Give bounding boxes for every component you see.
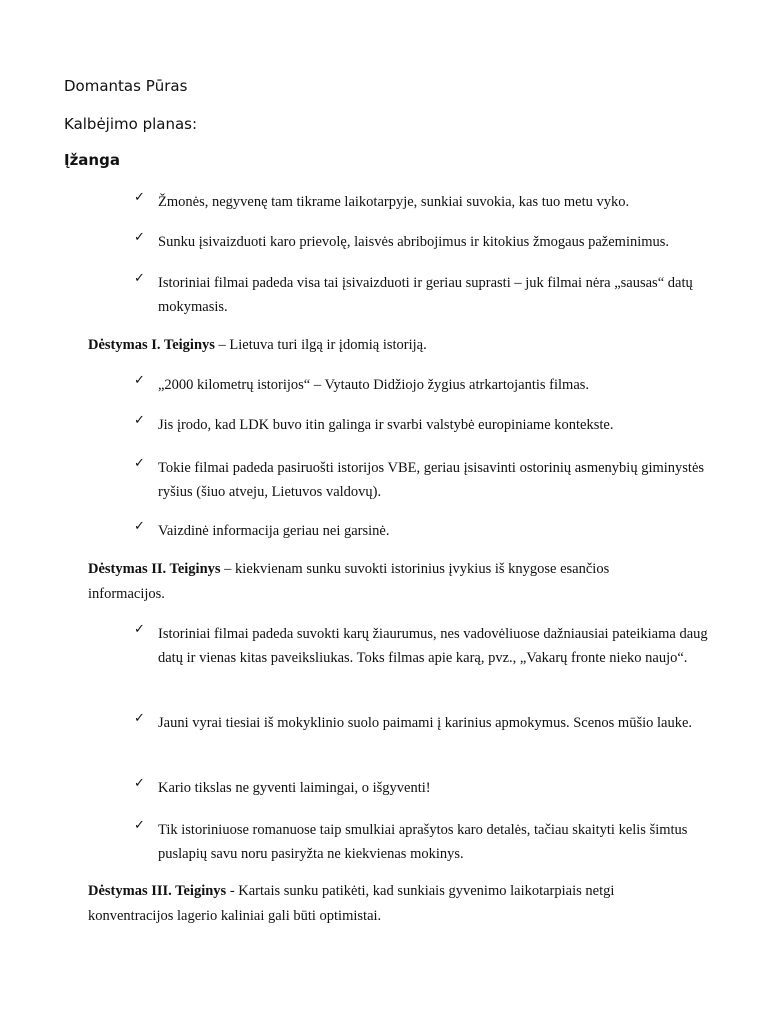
section-1-text: – Lietuva turi ilgą ir įdomią istoriją. (214, 337, 427, 353)
checkmark-icon: ✓ (134, 519, 145, 534)
section-2-title: Dėstymas II. Teiginys (88, 561, 221, 577)
section-1-heading (88, 333, 688, 358)
checkmark-icon: ✓ (134, 711, 145, 726)
checkmark-icon: ✓ (134, 190, 145, 205)
intro-title: Įžanga (64, 151, 120, 169)
section-3-text: - Kartais sunku patikėti, kad sunkiais gyvenimo laikotarpiais netgi konventracijos lagerio kaliniai gali būti optimistai. (88, 883, 615, 924)
checkmark-icon: ✓ (134, 776, 145, 791)
author-name: Domantas Pūras (64, 77, 188, 95)
section-1-title: Dėstymas I. Teiginys (88, 337, 215, 353)
checkmark-icon: ✓ (134, 230, 145, 245)
checkmark-icon: ✓ (134, 456, 145, 471)
section-2-text: – kiekvienam sunku suvokti istorinius įvykius iš knygose esančios informacijos. (88, 561, 610, 602)
plan-label: Kalbėjimo planas: (64, 115, 198, 133)
checkmark-icon: ✓ (134, 271, 145, 286)
checkmark-icon: ✓ (134, 818, 145, 833)
section-2-heading (88, 557, 688, 607)
checkmark-icon: ✓ (134, 373, 145, 388)
section-3-heading (88, 879, 688, 929)
checkmark-icon: ✓ (134, 622, 145, 637)
section-3-title: Dėstymas III. Teiginys (88, 883, 227, 899)
checkmark-icon: ✓ (134, 413, 145, 428)
